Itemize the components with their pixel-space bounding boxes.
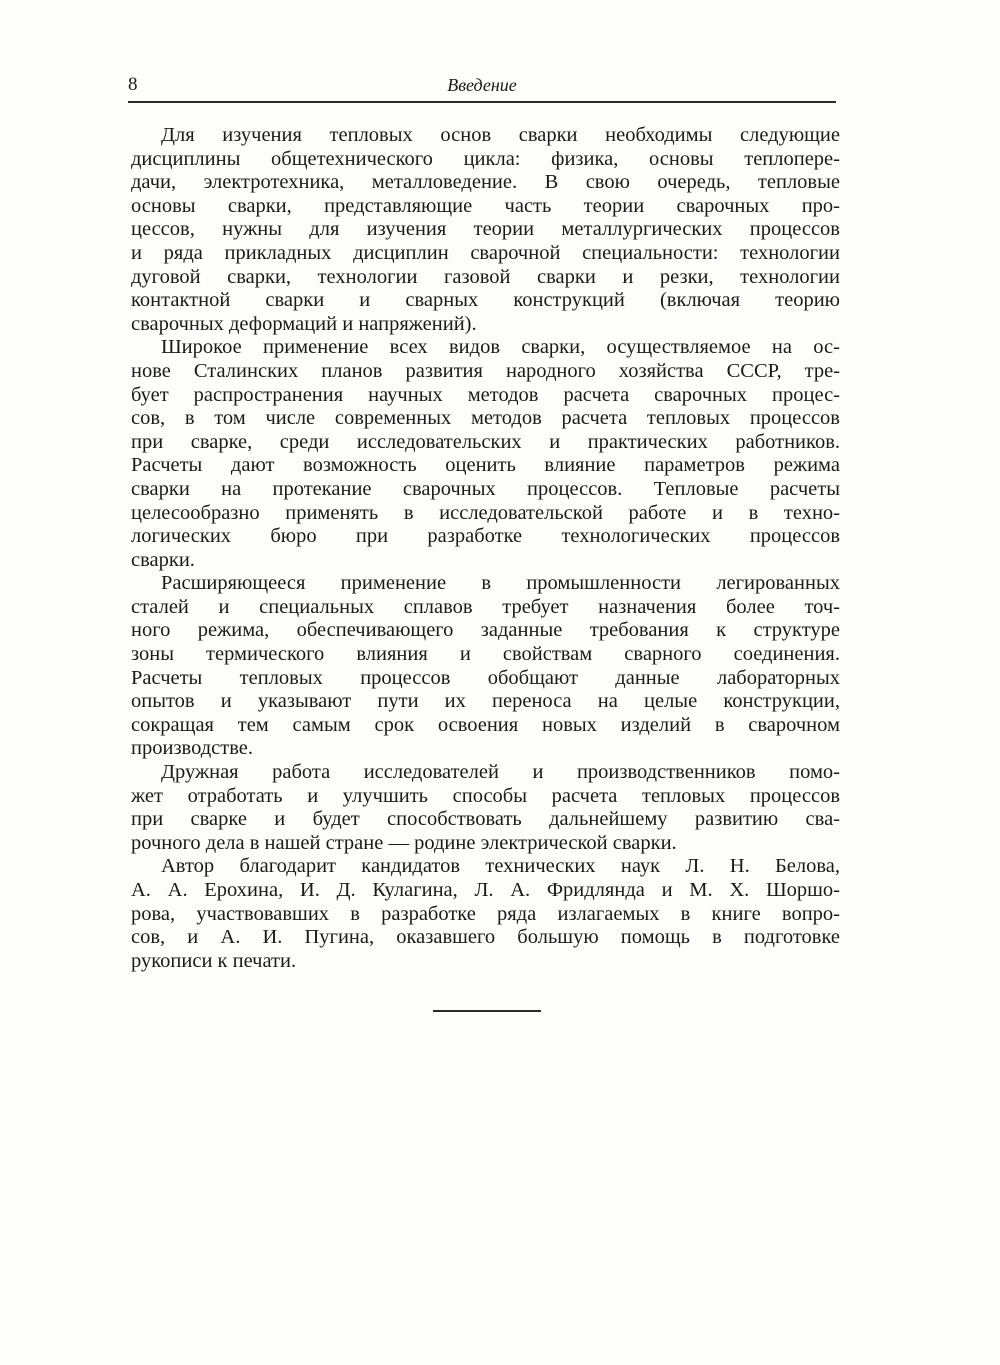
text-line: Расширяющееся применение в промышленности легированных bbox=[161, 572, 840, 595]
text-line: ного режима, обеспечивающего заданные требования к структуре bbox=[131, 619, 840, 642]
text-line: рочного дела в нашей стране — родине электрической сварки. bbox=[131, 831, 677, 854]
text-line: дуговой сварки, технологии газовой сварки и резки, технологии bbox=[131, 265, 840, 288]
text-line: Расчеты тепловых процессов обобщают данные лабораторных bbox=[131, 666, 840, 689]
text-line: опытов и указывают пути их переноса на целые конструкции, bbox=[131, 690, 840, 713]
text-line: дачи, электротехника, металловедение. В свою очередь, тепловые bbox=[131, 171, 840, 194]
text-line: дисциплины общетехнического цикла: физика, основы теплопере- bbox=[131, 147, 840, 170]
text-line: рукописи к печати. bbox=[131, 949, 297, 972]
text-line: бует распространения научных методов расчета сварочных процес- bbox=[131, 383, 840, 406]
text-line: Для изучения тепловых основ сварки необходимы следующие bbox=[161, 124, 840, 146]
text-line: сварки на протекание сварочных процессов. Тепловые расчеты bbox=[131, 477, 840, 500]
page-number: 8 bbox=[128, 74, 138, 95]
text-line: А. А. Ерохина, И. Д. Кулагина, Л. А. Фридлянда и М. Х. Шоршо- bbox=[131, 879, 840, 901]
text-line: жет отработать и улучшить способы расчета тепловых процессов bbox=[131, 784, 840, 807]
text-line: целесообразно применять в исследовательской работе и в техно- bbox=[131, 501, 840, 524]
section-end-rule bbox=[433, 1010, 541, 1012]
paragraph bbox=[131, 761, 840, 855]
text-line: цессов, нужны для изучения теории металлургических процессов bbox=[131, 218, 840, 241]
paragraph bbox=[131, 572, 840, 761]
text-line: сов, и А. И. Пугина, оказавшего большую помощь в подготовке bbox=[131, 926, 840, 949]
text-line: при сварке, среди исследовательских и практических работников. bbox=[131, 430, 840, 453]
text-line: логических бюро при разработке технологических процессов bbox=[131, 525, 840, 548]
body-text bbox=[131, 124, 840, 973]
text-line: сов, в том числе современных методов расчета тепловых процессов bbox=[131, 407, 840, 430]
text-line: производстве. bbox=[131, 737, 254, 760]
header-rule bbox=[128, 101, 836, 103]
paragraph bbox=[131, 336, 840, 572]
text-line: сокращая тем самым срок освоения новых изделий в сварочном bbox=[131, 713, 840, 736]
text-line: зоны термического влияния и свойствам сварного соединения. bbox=[131, 643, 840, 666]
text-line: Дружная работа исследователей и производственников помо- bbox=[161, 761, 840, 784]
text-line: сварочных деформаций и напряжений). bbox=[131, 312, 477, 335]
text-line: Широкое применение всех видов сварки, осуществляемое на ос- bbox=[161, 336, 840, 359]
text-line: контактной сварки и сварных конструкций (включая теорию bbox=[131, 289, 840, 312]
text-line: рова, участвовавших в разработке ряда излагаемых в книге вопро- bbox=[131, 902, 840, 925]
text-line: Расчеты дают возможность оценить влияние параметров режима bbox=[131, 454, 840, 477]
text-line: основы сварки, представляющие часть теории сварочных про- bbox=[131, 194, 840, 217]
text-line: нове Сталинских планов развития народного хозяйства СССР, тре- bbox=[131, 359, 840, 382]
text-line: Автор благодарит кандидатов технических наук Л. Н. Белова, bbox=[161, 855, 840, 878]
text-line: сталей и специальных сплавов требует назначения более точ- bbox=[131, 595, 840, 618]
page-header bbox=[128, 70, 836, 104]
paragraph bbox=[131, 124, 840, 336]
running-title: Введение bbox=[447, 75, 517, 95]
text-line: при сварке и будет способствовать дальнейшему развитию сва- bbox=[131, 808, 840, 831]
text-line: сварки. bbox=[131, 548, 195, 571]
text-line: и ряда прикладных дисциплин сварочной специальности: технологии bbox=[131, 241, 840, 264]
paragraph bbox=[131, 855, 840, 973]
